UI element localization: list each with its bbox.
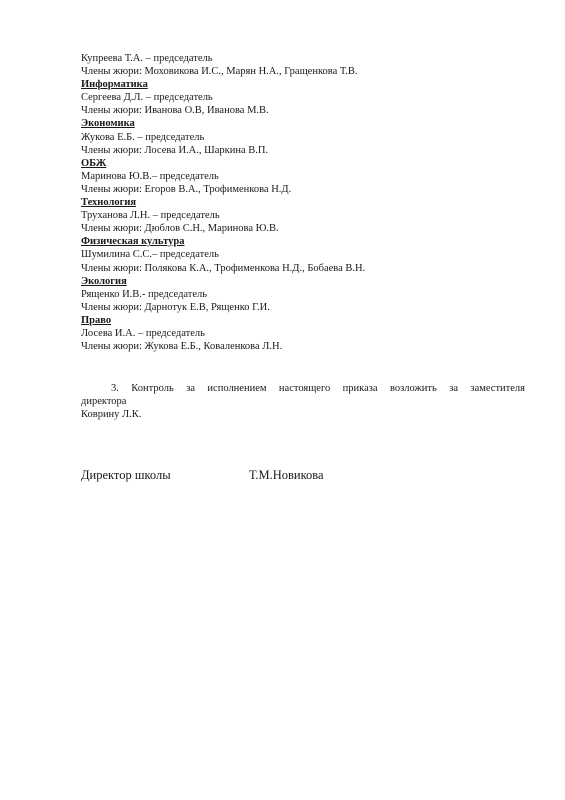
jury-block-technology <box>81 196 531 235</box>
jury-chair: Маринова Ю.В.– председатель <box>81 170 219 182</box>
jury-block-obzh <box>81 157 531 196</box>
subject-heading: Технология <box>81 197 137 209</box>
subject-heading: Экономика <box>81 118 135 130</box>
signature-name: Т.М.Новикова <box>249 468 324 482</box>
jury-chair: Шумилина С.С.– председатель <box>81 249 219 261</box>
jury-block-informatics <box>81 78 531 117</box>
jury-list <box>81 52 531 353</box>
subject-heading: Право <box>81 314 112 326</box>
subject-heading: Физическая культура <box>81 236 185 248</box>
jury-chair: Труханова Л.Н. – председатель <box>81 210 220 222</box>
jury-chair: Лосева И.А. – председатель <box>81 327 205 339</box>
jury-members: Члены жюри: Моховикова И.С., Марян Н.А., Гращенкова Т.В. <box>81 66 358 78</box>
subject-heading: Информатика <box>81 79 148 91</box>
jury-block-law <box>81 314 531 353</box>
jury-members: Члены жюри: Дюблов С.Н., Маринова Ю.В. <box>81 223 279 235</box>
control-line-2: директора <box>81 396 127 408</box>
jury-members: Члены жюри: Иванова О.В, Иванова М.В. <box>81 105 269 117</box>
jury-chair: Жукова Е.Б. – председатель <box>81 131 205 143</box>
jury-block <box>81 52 531 78</box>
signature-position: Директор школы <box>81 468 171 482</box>
jury-members: Члены жюри: Лосева И.А., Шаркина В.П. <box>81 144 269 156</box>
jury-block-ecology <box>81 275 531 314</box>
jury-chair: Рященко И.В.- председатель <box>81 288 208 300</box>
jury-members: Члены жюри: Егоров В.А., Трофименкова Н.Д. <box>81 183 292 195</box>
jury-members: Члены жюри: Дарнотук Е.В, Рященко Г.И. <box>81 301 270 313</box>
control-line-1: 3. Контроль за исполнением настоящего приказа возложить за заместителя <box>111 383 525 394</box>
jury-chair: Сергеева Д.Л. – председатель <box>81 92 213 104</box>
jury-block-economics <box>81 117 531 156</box>
jury-block-physical-education <box>81 235 531 274</box>
subject-heading: ОБЖ <box>81 157 107 169</box>
jury-members: Члены жюри: Жукова Е.Б., Коваленкова Л.Н. <box>81 341 283 353</box>
control-paragraph <box>81 382 525 421</box>
jury-chair: Купреева Т.А. – председатель <box>81 53 213 64</box>
control-line-3: Коврину Л.К. <box>81 409 142 421</box>
subject-heading: Экология <box>81 275 127 287</box>
jury-members: Члены жюри: Полякова К.А., Трофименкова Н.Д., Бобаева В.Н. <box>81 262 366 274</box>
